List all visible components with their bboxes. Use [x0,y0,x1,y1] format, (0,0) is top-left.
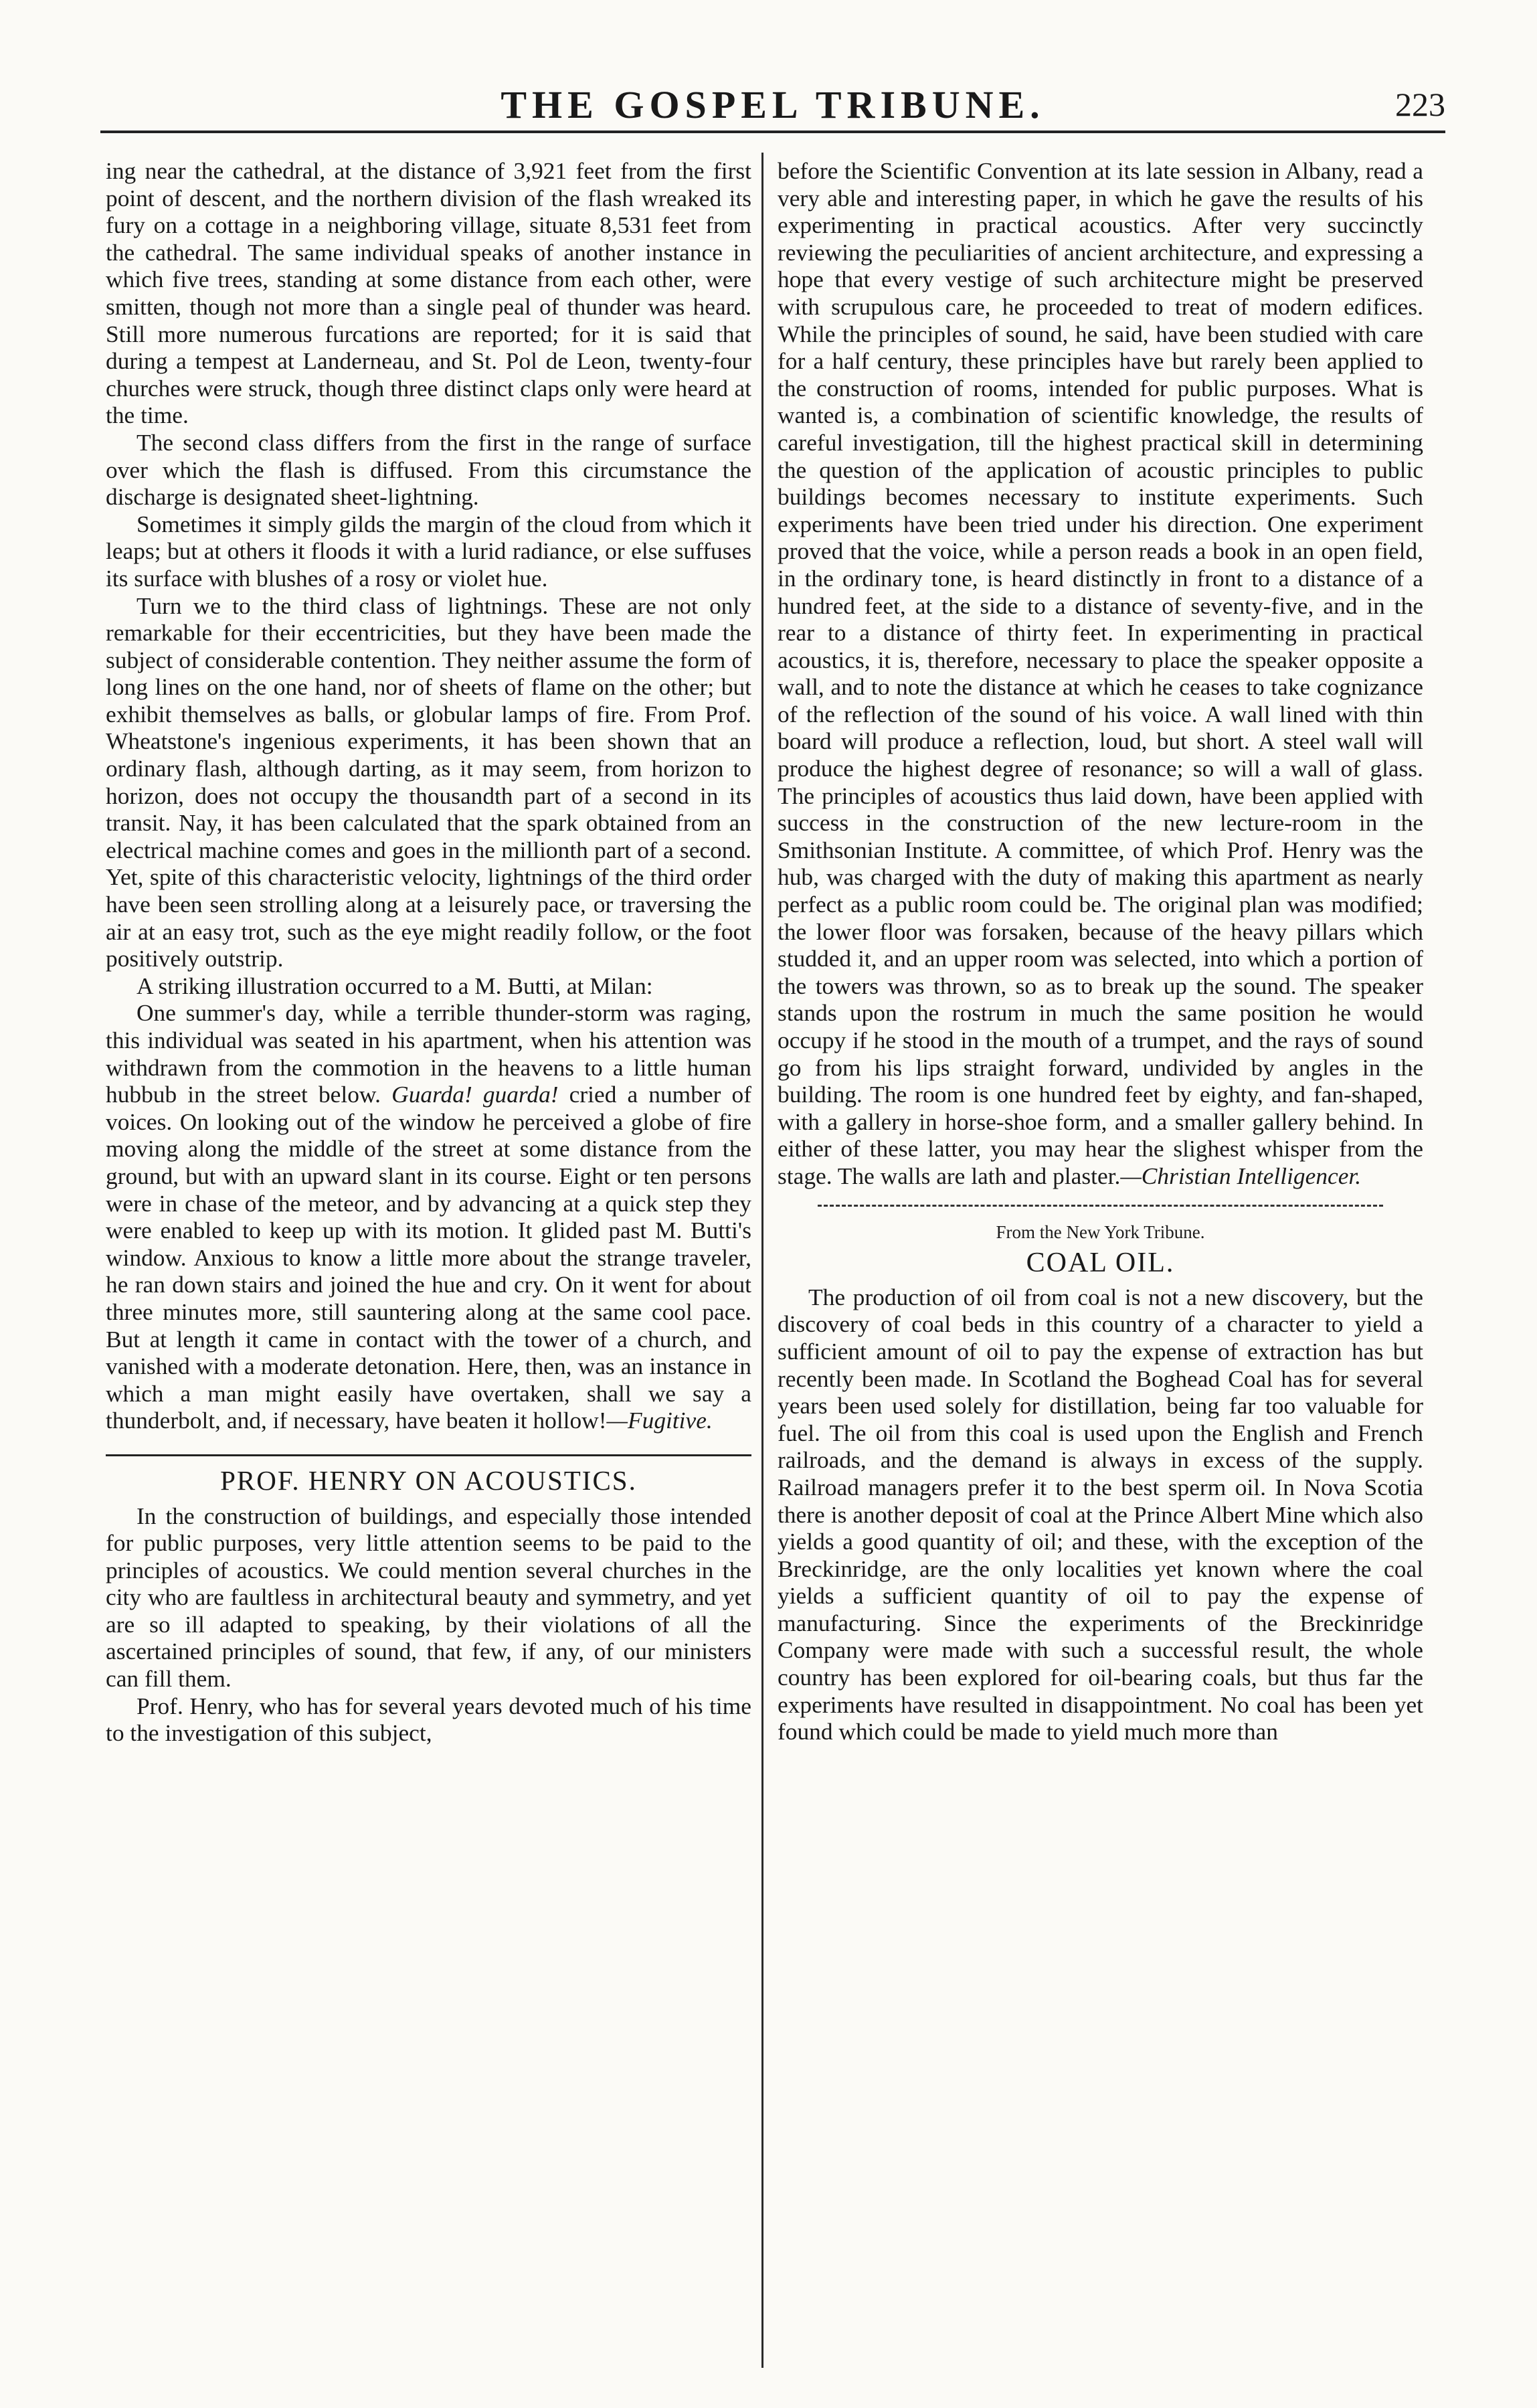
left-column [106,157,751,2366]
coal-oil-heading: COAL OIL. [1026,1248,1175,1279]
lightning-paragraph-5: A striking illustration occurred to a M. Butti, at Milan: [137,972,653,999]
lightning-paragraph-1: ing near the cathedral, at the distance of 3,921 feet from the first point of descent, and the northern division of the flash wreaked its fury on a cottage in a neighboring village, situate 8,531 feet from the cathedral. The same individual speaks of another instance in which five trees, standing at some distance from each other, were smitten, though not more than a single peal of thunder was heard. Still more numerous furcations are reported; for it is said that during a tempest at Landerneau, and St. Pol de Leon, twenty-four churches were struck, though three distinct claps only were heard at the time. [106,157,751,429]
running-header [100,70,1445,133]
publication-title: THE GOSPEL TRIBUNE. [501,83,1045,126]
acoustics-continuation-text: before the Scientific Convention at its late session in Albany, read a very able and interesting paper, in which he gave the results of his experimenting in practical acoustics. After very succinctly reviewing the peculiarities of ancient architecture, and expressing a hope that every vestige of such architecture might be preserved with scrupulous care, he proceeded to treat of modern edifices. While the principles of sound, he said, have been studied with care for a half century, these principles have but rarely been applied to the construction of rooms, intended for public purposes. What is wanted is, a combination of scientific knowledge, the results of careful investigation, till the highest practical skill in determining the question of the application of acoustic principles to public buildings becomes necessary to institute experiments. Such experiments have been tried under his direction. One experiment proved that the voice, while a person reads a book in an open field, in the ordinary tone, is heard distinctly in front to a distance of a hundred feet, at the side to a distance of seventy-five, and in the rear to a distance of thirty feet. In experimenting in practical acoustics, it is, therefore, necessary to place the speaker opposite a wall, and to note the distance at which he ceases to take cognizance of the reflection of the sound of his voice. A wall lined with thin board will produce a reflection, loud, but short. A steel wall will produce the highest degree of resonance; so will a wall of glass. The principles of acoustics thus laid down, have been applied with success in the construction of the new lecture-room in the Smithsonian Institute. A committee, of which Prof. Henry was the hub, was charged with the duty of making this apartment as nearly perfect as a public room could be. The original plan was modified; the lower floor was forsaken, because of the heavy pillars which studded it, and an upper room was selected, into which a portion of the towers was thrown, so as to break up the sound. The speaker stands upon the rostrum in much the same position he would occupy if he stood in the mouth of a trumpet, and the rays of sound go from his lips straight forward, undivided by angles in the building. The room is one hundred feet by eighty, and fan-shaped, with a gallery in horse-shoe form, and a smaller gallery behind. In either of these latter, you may hear the slighest whisper from the stage. The walls are lath and plaster. [778,157,1423,1189]
right-column [778,157,1423,2366]
fugitive-source: —Fugitive. [606,1407,713,1434]
acoustics-paragraph-1: In the construction of buildings, and especially those intended for public purposes, very little attention seems to be paid to the principles of acoustics. We could mention several churches in the city who are faultless in architectural beauty and symmetry, and yet are so ill adapted to speaking, by their violations of all the ascertained principles of sound, that few, if any, of our ministers can fill them. [106,1502,751,1693]
column-rule [761,153,763,2368]
lightning-paragraph-3: Sometimes it simply gilds the margin of the cloud from which it leaps; but at others it floods it with a lurid radiance, or else suffuses its surface with blushes of a rosy or violet hue. [106,510,751,592]
coal-oil-paragraph-1: The production of oil from coal is not a new discovery, but the discovery of coal beds in this country of a character to yield a sufficient amount of oil to pay the expense of extraction has but recently been made. In Scotland the Boghead Coal has for several years been used solely for distillation, being far too valuable for fuel. The oil from this coal is used upon the English and French railroads, and the demand is always in excess of the supply. Railroad managers prefer it to the best sperm oil. In Nova Scotia there is another deposit of coal at the Prince Albert Mine which also yields a good quantity of oil; and these, with the exception of the Breckinridge, are the only localities yet known where the coal yields a sufficient quantity of oil to pay the expense of manufacturing. Since the experiments of the Breckinridge Company were made with such a successful result, the whole country has been explored for oil-bearing coals, but thus far the experiments have resulted in disappointment. No coal has been yet found which could be made to yield much more than [778,1283,1423,1745]
page-number: 223 [1395,86,1445,123]
lightning-paragraph-4: Turn we to the third class of lightnings. These are not only remarkable for their eccentricities, but they have been made the subject of considerable contention. They neither assume the form of long lines on the one hand, nor of sheets of flame on the other; but exhibit themselves as balls, or globular lamps of fire. From Prof. Wheatstone's ingenious experiments, it has been shown that an ordinary flash, although darting, as it may seem, from horizon to horizon, does not occupy the thousandth part of a second in its transit. Nay, it has been calculated that the spark obtained from an electrical machine comes and goes in the millionth part of a second. Yet, spite of this characteristic velocity, lightnings of the third order have been seen strolling along at a leisurely pace, or traversing the air at an easy trot, such as the eye might readily follow, or the foot positively outstrip. [106,592,751,972]
acoustics-paragraph-2: Prof. Henry, who has for several years devoted much of his time to the investigation of this subject, [106,1692,751,1747]
butti-italic-cry: Guarda! guarda! [391,1081,559,1108]
butti-text-a: One summer's day, while a terrible thunder-storm was raging, this individual was seated in his apartment, when his attention was withdrawn from the commotion in the heavens to a little human hubbub in the street below. [106,999,751,1108]
section-divider [106,1454,751,1456]
acoustics-heading: PROF. HENRY ON ACOUSTICS. [220,1464,637,1496]
coal-source-line: From the New York Tribune. [996,1221,1205,1242]
lightning-paragraph-6 [106,999,751,1434]
intelligencer-source: —Christian Intelligencer. [1120,1162,1362,1189]
acoustics-continuation [778,157,1423,1190]
dashed-divider [818,1205,1383,1207]
butti-text-b: cried a number of voices. On looking out of the window he perceived a globe of fire moving along the middle of the street at some distance from the ground, but with an upward slant in its course. Eight or ten persons were in chase of the meteor, and by advancing at a quick step they were enabled to keep up with its motion. It glided past M. Butti's window. Anxious to know a little more about the strange traveler, he ran down stairs and joined the hue and cry. On it went for about three minutes more, still sauntering along at the same cool pace. But at length it came in contact with the tower of a church, and vanished with a moderate detonation. Here, then, was an instance in which a man might easily have overtaken, shall we say a thunderbolt, and, if necessary, have beaten it hollow! [106,1081,751,1434]
lightning-paragraph-2: The second class differs from the first in the range of surface over which the flash is diffused. From this circumstance the discharge is designated sheet-lightning. [106,428,751,511]
